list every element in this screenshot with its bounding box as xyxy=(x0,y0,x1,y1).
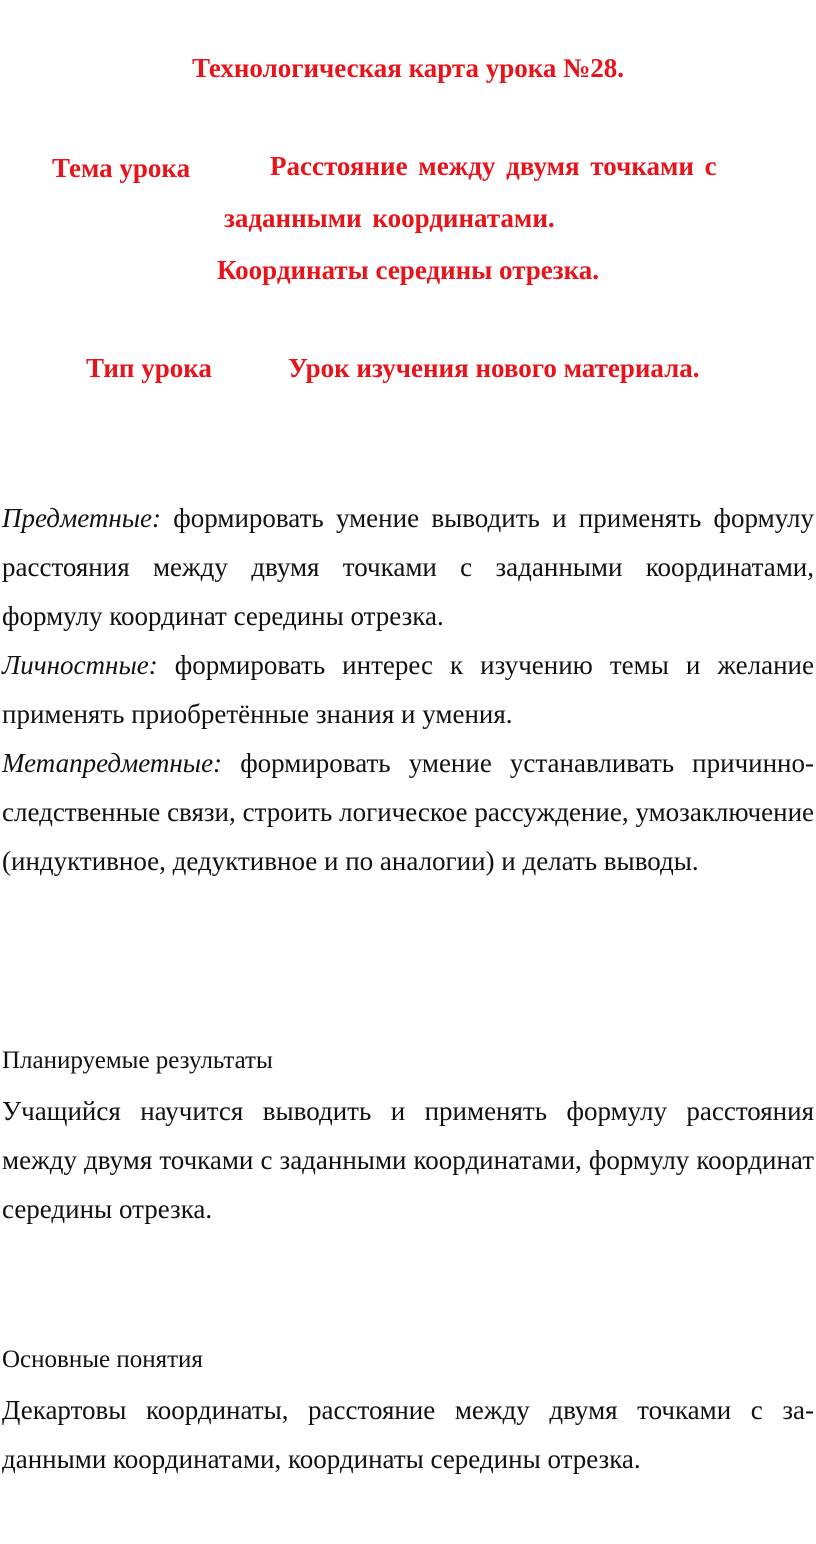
concepts-text: Декартовы координаты, расстояние между двумя точками с заданными координатами, координаты середины отрезка. xyxy=(2,1395,814,1474)
subject-goal-label: Предметные: xyxy=(2,503,161,533)
lesson-goals xyxy=(2,494,814,886)
meta-goal xyxy=(2,739,814,886)
lesson-type-label: Тип урока xyxy=(86,353,212,383)
personal-goal-label: Личностные: xyxy=(2,650,158,680)
results-text: Учащийся научится выводить и применять формулу расстояния между двумя точками с заданными координатами, формулу координат середины отрезка. xyxy=(2,1096,814,1224)
subject-goal xyxy=(2,494,814,641)
results-heading: Планируемые результаты xyxy=(2,1047,273,1074)
topic-title-line-3: Координаты середины отрезка. xyxy=(216,255,600,285)
meta-goal-label: Метапредметные: xyxy=(2,748,223,778)
topic-label: Тема урока xyxy=(52,153,191,183)
subject-goal-text: формировать умение выводить и применять формулу расстояния между двумя точками с заданными координатами, формулу координат середины отрезка. xyxy=(2,503,814,631)
topic-title-line-1: Расстояние между двумя точками с xyxy=(270,151,717,181)
lesson-type-value: Урок изучения нового материала. xyxy=(288,353,700,383)
meta-goal-text: формировать умение устанавливать причинно-следственные связи, строить логическое рассуждение, умозаключение (индуктивное, дедуктивное и по аналогии) и делать выводы. xyxy=(2,748,814,876)
topic-title-line-2: заданными координатами. xyxy=(224,203,555,233)
personal-goal-text: формировать интерес к изучению темы и желание применять приобретённые знания и умения. xyxy=(2,650,814,729)
page-title: Технологическая карта урока №28. xyxy=(191,53,625,83)
concepts-heading: Основные понятия xyxy=(2,1346,203,1373)
personal-goal xyxy=(2,641,814,739)
